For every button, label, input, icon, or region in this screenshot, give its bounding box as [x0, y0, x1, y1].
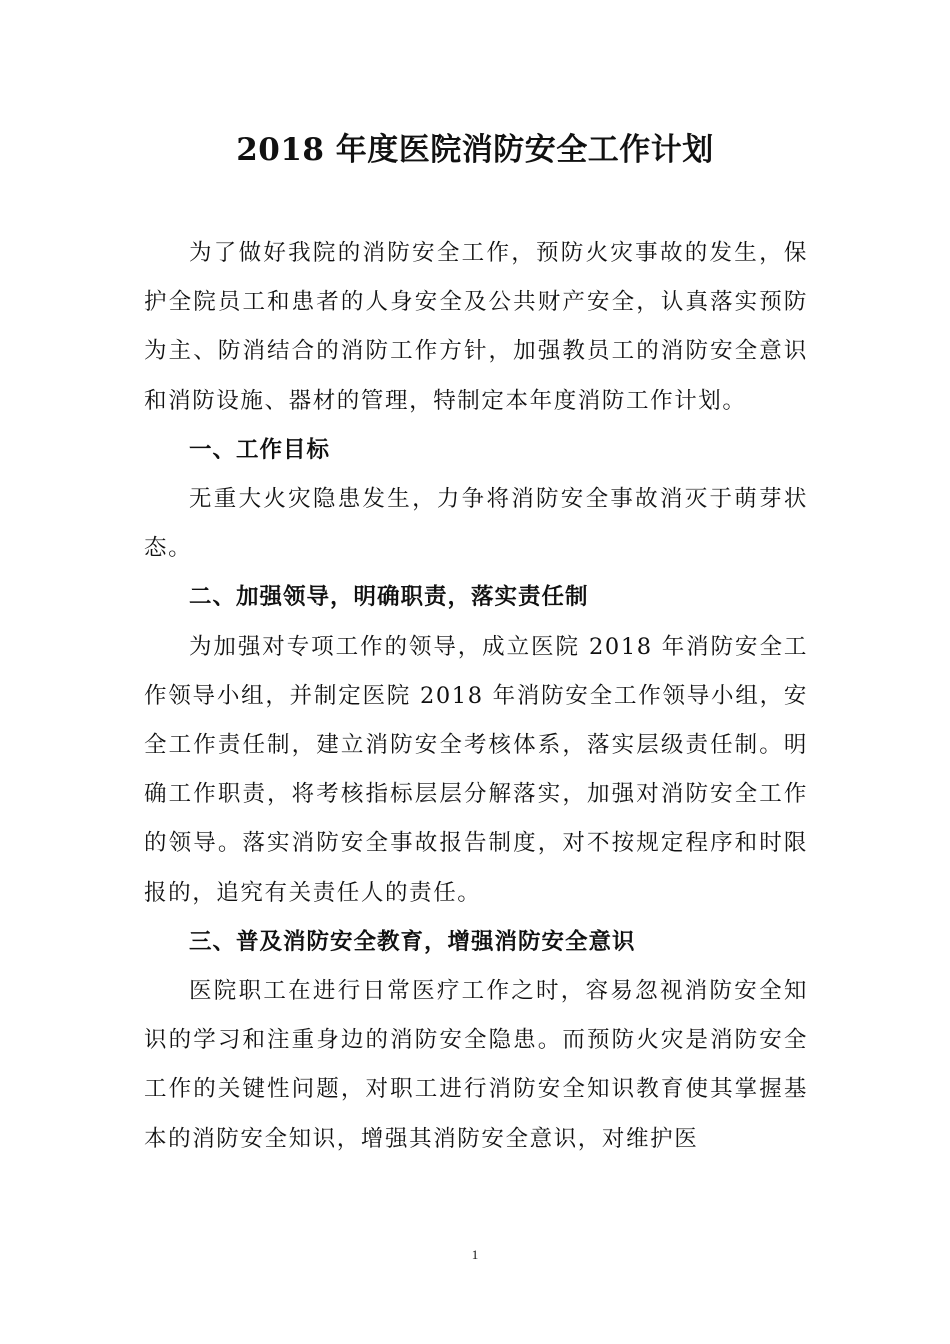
document-title: 2018 年度医院消防安全工作计划 — [236, 132, 714, 168]
document-body — [144, 229, 808, 1164]
section-paragraph-goals: 无重大火灾隐患发生，力争将消防安全事故消灭于萌芽状态。 — [144, 486, 808, 562]
section-heading-leadership: 二、加强领导，明确职责，落实责任制 — [189, 584, 589, 611]
section-heading-education: 三、普及消防安全教育，增强消防安全意识 — [189, 928, 636, 955]
section-paragraph-education: 医院职工在进行日常医疗工作之时，容易忽视消防安全知识的学习和注重身边的消防安全隐患。而预防火灾是消防安全工作的关键性问题，对职工进行消防安全知识教育使其掌握基本的消防安全知识，增强其消防安全意识，对维护医 — [144, 978, 808, 1152]
section-heading-goals: 一、工作目标 — [189, 436, 331, 463]
section-paragraph-leadership: 为加强对专项工作的领导，成立医院 2018 年消防安全工作领导小组，并制定医院 2018 年消防安全工作领导小组，安全工作责任制，建立消防安全考核体系，落实层级责任制。明确工作职责，将考核指标层层分解落实，加强对消防安全工作的领导。落实消防安全事故报告制度，对不按规定程序和时限报的，追究有关责任人的责任。 — [144, 633, 808, 906]
page-number: 1 — [471, 1247, 479, 1262]
intro-paragraph: 为了做好我院的消防安全工作，预防火灾事故的发生，保护全院员工和患者的人身安全及公共财产安全，认真落实预防为主、防消结合的消防工作方针，加强教员工的消防安全意识和消防设施、器材的管理，特制定本年度消防工作计划。 — [144, 240, 808, 414]
